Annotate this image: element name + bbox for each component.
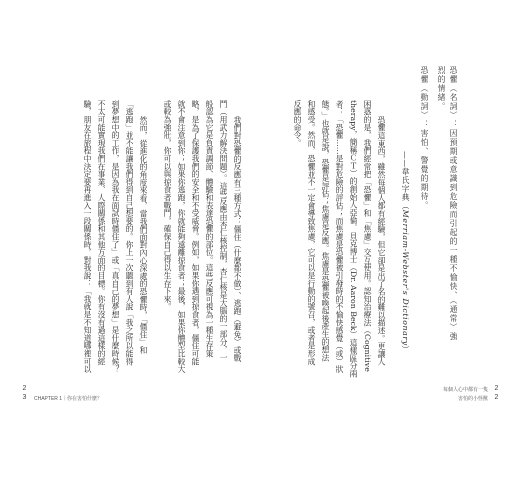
citation-prefix: ——韋氏字典（	[401, 150, 410, 210]
text-column: 「逃跑」並不能讓我們得到自己想要的。你上一次聽到有人說「我之所以能得	[125, 100, 134, 366]
text-column: 困惑的是，我們經常把「恐懼」和「焦慮」交互使用。認知治療法（Cognitive	[363, 100, 372, 372]
text-column: 略，是為了保護我們的安全和不受威脅。例如，如果你遇到掠食者，僵住可能	[191, 100, 200, 366]
text-column: 或較為強壯，你可以與掠食者戰鬥，確保自己得以生存下來。	[163, 100, 172, 311]
text-column: 態。」也就是說，恐懼是評估；焦慮是反應。焦慮是恐懼被喚起後產生的想法	[321, 100, 330, 362]
text-column: 鬥（用武力解決問題）。這些反應由杏仁核控制，杏仁核是大腦的一部分，一	[219, 100, 228, 362]
text-column: 恐懼這東西，雖然每個人都有經驗，但它卻是出了名的難以描述。更讓人	[377, 115, 386, 366]
page-number-left: 23	[21, 385, 28, 403]
definition-verb: 恐懼（動詞）：害怕、警覺的期待。	[420, 66, 429, 210]
text-column: 驗，朋友在旅程中決定要再進入一段關係時，對我說：「我就是不知道哪裡可以	[83, 100, 92, 373]
citation-suffix: ）	[401, 345, 410, 354]
definition-noun-continued: 烈的情緒。	[437, 66, 446, 111]
text-column: 到夢想中的工作，是因為我在面試時僵住了」或「真自己的夢想」是什麼時候？	[111, 100, 120, 373]
text-column: 反應的命令。	[293, 100, 302, 147]
text-column: 般認為它是負責調節、體驗和表達恐懼的部位。這些反應可視為一種生存策	[205, 100, 214, 358]
text-column: 然而，從進化的角度來看，當我們面對內心深處的恐懼時，「僵住」和	[139, 115, 148, 354]
text-column: 不太可能實現我們在事業、人際關係和其他方面的目標。你有沒有過這樣的經	[97, 100, 106, 366]
text-column: 和感受。然而，恐懼並不一定會導致焦慮，它可以是行動的號召，或者是形成	[307, 100, 316, 366]
dictionary-citation	[399, 151, 411, 354]
running-title-line1: 每個人心中都有一隻	[442, 387, 488, 393]
definition-noun: 恐懼（名詞）：因預期或意識到危險而引起的一種不愉快、（通常）強	[449, 66, 458, 342]
text-column: 就不會注意到你；如果你逃跑，你就能夠遠離掠食者；最後，如果你體型比較大	[177, 100, 186, 373]
text-column: therapy，簡稱ＣＴ）的創始人亞倫．貝克博士（Dr. Aaron Beck）這樣區分兩	[349, 100, 358, 378]
citation-title: Merriam-Webster's Dictionary	[401, 209, 410, 346]
page-number-right: 22	[493, 385, 500, 403]
text-column: 我們對恐懼的反應有三種方式：僵住（什麼都不做）、逃跑（避免）或戰	[233, 115, 242, 362]
text-column: 者：「恐懼……是對危險的評估；而焦慮是恐懼被引發時的不愉快感覺（或）狀	[335, 100, 344, 373]
running-title-line2: 害怕的小怪獸	[457, 396, 488, 402]
chapter-running-head: CHAPTER 1｜你在害怕什麼？	[34, 396, 103, 402]
